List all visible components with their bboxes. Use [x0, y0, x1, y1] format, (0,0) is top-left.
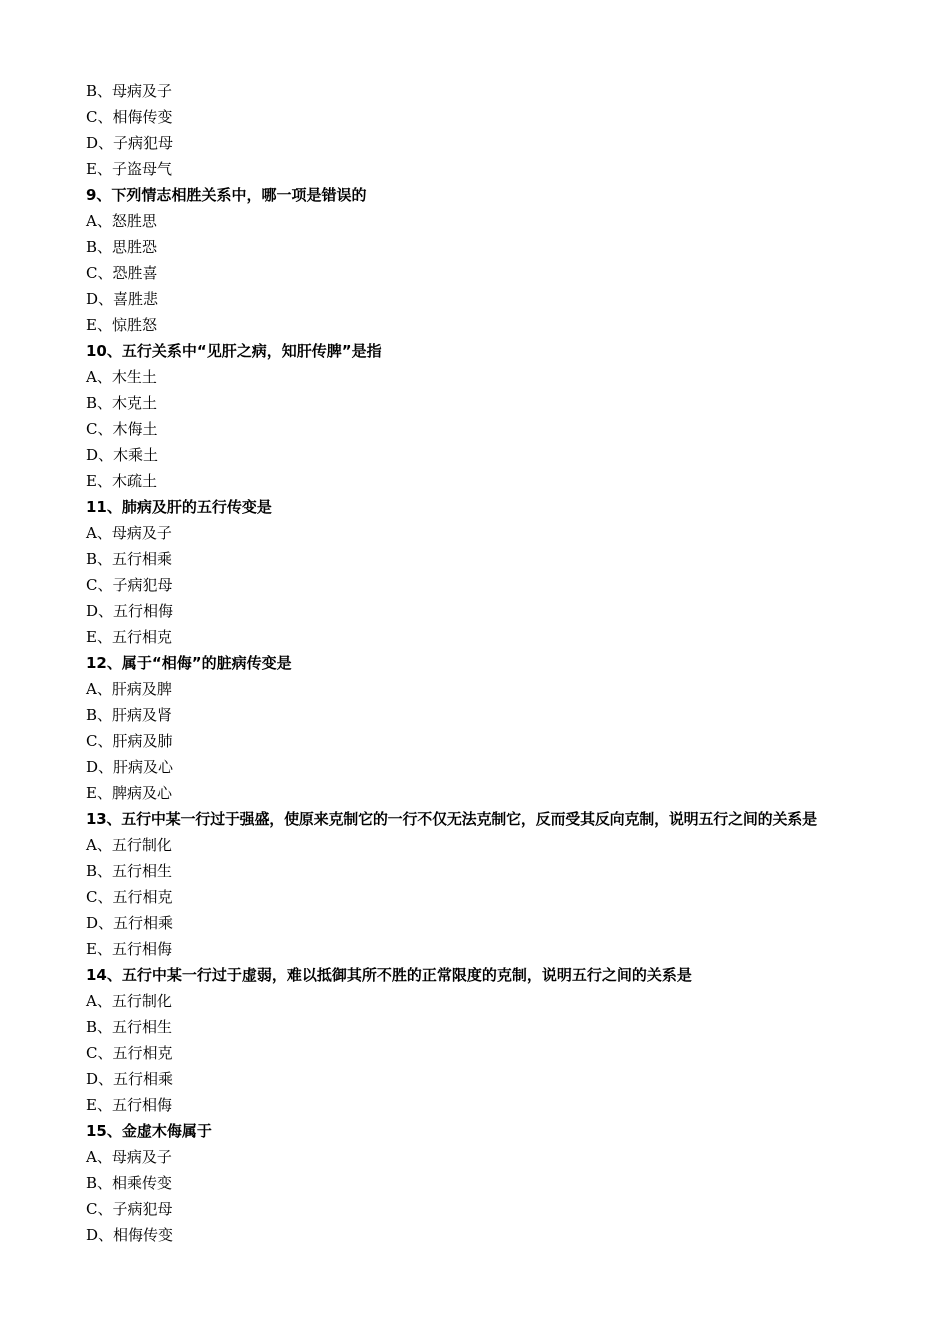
- option-b: B、五行相生: [86, 862, 173, 880]
- option-a: A、木生土: [86, 368, 157, 386]
- question-stem: 12、属于“相侮”的脏病传变是: [86, 654, 292, 672]
- option-b: B、五行相乘: [86, 550, 173, 568]
- option-e: E、子盗母气: [86, 160, 172, 178]
- option-a: A、肝病及脾: [86, 680, 172, 698]
- prev-question-options: [86, 78, 876, 182]
- option-b: B、相乘传变: [86, 1174, 173, 1192]
- question-9: [86, 182, 876, 338]
- question-stem: 15、金虚木侮属于: [86, 1122, 212, 1140]
- option-a: A、五行制化: [86, 836, 172, 854]
- exam-page: [86, 78, 876, 1248]
- option-c: C、五行相克: [86, 888, 173, 906]
- option-d: D、肝病及心: [86, 758, 174, 776]
- question-12: [86, 650, 876, 806]
- option-e: E、木疏土: [86, 472, 157, 490]
- option-a: A、怒胜思: [86, 212, 157, 230]
- option-c: C、木侮土: [86, 420, 158, 438]
- question-stem: 14、五行中某一行过于虚弱，难以抵御其所不胜的正常限度的克制，说明五行之间的关系是: [86, 966, 692, 984]
- option-e: E、脾病及心: [86, 784, 172, 802]
- question-15: [86, 1118, 876, 1248]
- option-c: C、肝病及肺: [86, 732, 173, 750]
- option-c: C、子病犯母: [86, 576, 173, 594]
- question-stem: 13、五行中某一行过于强盛，使原来克制它的一行不仅无法克制它，反而受其反向克制，说明五行之间的关系是: [86, 810, 817, 828]
- option-b: B、肝病及肾: [86, 706, 173, 724]
- option-e: E、惊胜怒: [86, 316, 157, 334]
- option-a: A、母病及子: [86, 524, 172, 542]
- option-d: D、喜胜悲: [86, 290, 159, 308]
- option-b: B、思胜恐: [86, 238, 158, 256]
- option-b: B、母病及子: [86, 82, 173, 100]
- option-e: E、五行相侮: [86, 940, 172, 958]
- question-stem: 10、五行关系中“见肝之病，知肝传脾”是指: [86, 342, 382, 360]
- question-10: [86, 338, 876, 494]
- option-d: D、子病犯母: [86, 134, 174, 152]
- question-14: [86, 962, 876, 1118]
- option-b: B、木克土: [86, 394, 158, 412]
- question-stem: 9、下列情志相胜关系中，哪一项是错误的: [86, 186, 367, 204]
- question-11: [86, 494, 876, 650]
- option-d: D、五行相乘: [86, 1070, 174, 1088]
- option-c: C、相侮传变: [86, 108, 173, 126]
- option-c: C、五行相克: [86, 1044, 173, 1062]
- option-a: A、母病及子: [86, 1148, 172, 1166]
- option-c: C、子病犯母: [86, 1200, 173, 1218]
- option-c: C、恐胜喜: [86, 264, 158, 282]
- option-d: D、木乘土: [86, 446, 159, 464]
- option-d: D、五行相侮: [86, 602, 174, 620]
- question-stem: 11、肺病及肝的五行传变是: [86, 498, 272, 516]
- option-d: D、五行相乘: [86, 914, 174, 932]
- option-e: E、五行相侮: [86, 1096, 172, 1114]
- option-a: A、五行制化: [86, 992, 172, 1010]
- option-e: E、五行相克: [86, 628, 172, 646]
- question-13: [86, 806, 876, 962]
- option-d: D、相侮传变: [86, 1226, 174, 1244]
- option-b: B、五行相生: [86, 1018, 173, 1036]
